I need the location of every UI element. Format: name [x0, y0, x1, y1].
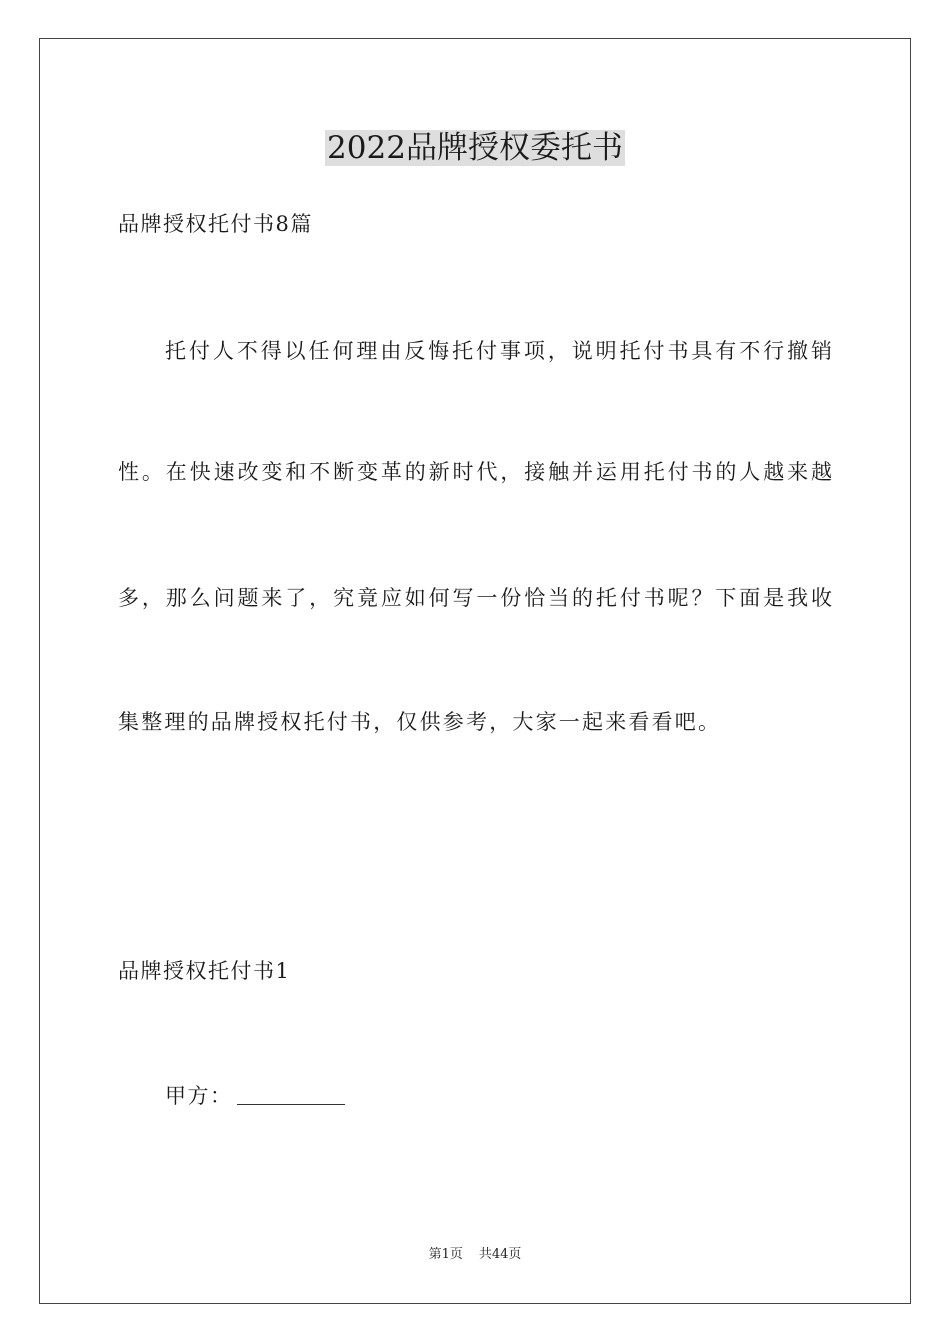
intro-paragraph-line-3: 多，那么问题来了，究竟应如何写一份恰当的托付书呢？下面是我收	[118, 586, 832, 610]
party-a-blank-line	[237, 1084, 345, 1105]
section-heading: 品牌授权托付书1	[118, 959, 291, 983]
intro-paragraph-line-2: 性。在快速改变和不断变革的新时代，接触并运用托付书的人越来越	[118, 460, 832, 484]
document-title-text: 2022品牌授权委托书	[327, 130, 623, 166]
document-subtitle: 品牌授权托付书8篇	[118, 212, 313, 236]
party-a-label: 甲方：	[165, 1084, 233, 1108]
page-footer	[0, 1246, 950, 1264]
intro-paragraph-line-1: 托付人不得以任何理由反悔托付事项，说明托付书具有不行撤销	[165, 339, 832, 363]
party-a-row	[165, 1081, 345, 1111]
page-number-total: 共44页	[478, 1247, 522, 1262]
intro-paragraph-line-4: 集整理的品牌授权托付书，仅供参考，大家一起来看看吧。	[118, 710, 722, 734]
document-title	[0, 128, 950, 168]
page-number-current: 第1页	[428, 1247, 463, 1262]
